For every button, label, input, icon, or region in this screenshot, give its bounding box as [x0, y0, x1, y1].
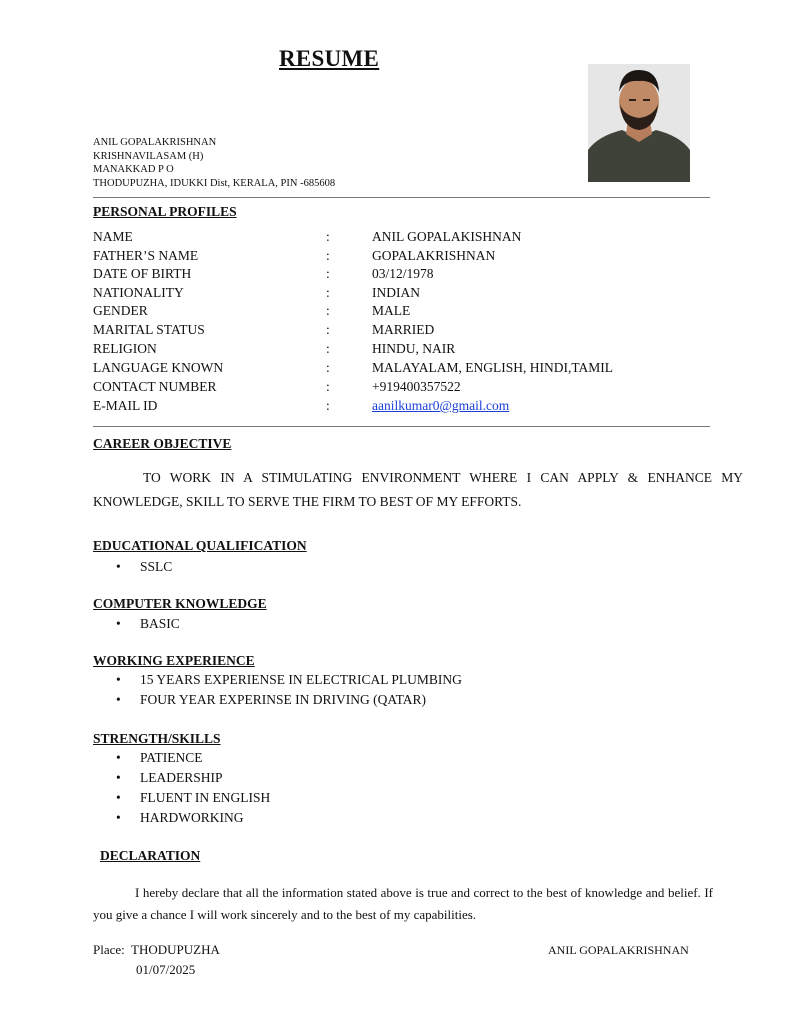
- education-heading: EDUCATIONAL QUALIFICATION: [93, 538, 307, 553]
- row-colon: :: [326, 379, 330, 394]
- list-item: • BASIC: [116, 614, 180, 634]
- row-colon: :: [326, 398, 330, 413]
- row-label: GENDER: [93, 303, 148, 318]
- personal-row-nationality: [93, 285, 713, 304]
- career-text: TO WORK IN A STIMULATING ENVIRONMENT WHERE I CAN APPLY & ENHANCE MY KNOWLEDGE, SKILL TO SERVE THE FIRM TO BEST OF MY EFFORTS.: [93, 470, 743, 509]
- row-colon: :: [326, 322, 330, 337]
- list-item: • SSLC: [116, 557, 172, 577]
- personal-row-gender: [93, 303, 713, 322]
- row-value: MALAYALAM, ENGLISH, HINDI,TAMIL: [372, 360, 614, 375]
- list-item: • HARDWORKING: [116, 808, 270, 828]
- row-label: RELIGION: [93, 341, 157, 356]
- address-post: MANAKKAD P O: [93, 164, 174, 176]
- row-colon: :: [326, 248, 330, 263]
- personal-row-languages: [93, 360, 713, 379]
- place-value: THODUPUZHA: [131, 942, 220, 957]
- address-city: THODUPUZHA, IDUKKI Dist, KERALA, PIN -685608: [93, 177, 336, 189]
- declaration-heading: DECLARATION: [100, 848, 201, 863]
- personal-heading: PERSONAL PROFILES: [93, 204, 237, 219]
- personal-row-marital: [93, 322, 713, 341]
- list-item: • FLUENT IN ENGLISH: [116, 788, 270, 808]
- experience-heading: WORKING EXPERIENCE: [93, 653, 255, 668]
- row-label: DATE OF BIRTH: [93, 266, 192, 281]
- personal-row-contact: [93, 379, 713, 398]
- list-item: • LEADERSHIP: [116, 768, 270, 788]
- row-label: CONTACT NUMBER: [93, 379, 217, 394]
- computer-list: [116, 614, 180, 634]
- address-block: [93, 136, 335, 190]
- list-item: • PATIENCE: [116, 748, 270, 768]
- row-colon: :: [326, 303, 330, 318]
- row-label: NATIONALITY: [93, 285, 184, 300]
- date-value: 01/07/2025: [136, 962, 196, 977]
- row-colon: :: [326, 360, 330, 375]
- personal-row-father: [93, 248, 713, 267]
- row-value: GOPALAKRISHNAN: [372, 248, 496, 263]
- personal-row-religion: [93, 341, 713, 360]
- career-heading: CAREER OBJECTIVE: [93, 436, 232, 451]
- place-label: Place:: [93, 942, 125, 957]
- row-value: 03/12/1978: [372, 266, 434, 281]
- skills-heading: STRENGTH/SKILLS: [93, 731, 221, 746]
- place-line: [93, 942, 220, 958]
- row-value: ANIL GOPALAKISHNAN: [372, 229, 522, 244]
- personal-row-email: [93, 398, 713, 417]
- profile-photo-image: [588, 64, 690, 182]
- personal-row-dob: [93, 266, 713, 285]
- signature-name: ANIL GOPALAKRISHNAN: [548, 943, 689, 957]
- profile-photo: [588, 64, 690, 182]
- row-label: E-MAIL ID: [93, 398, 158, 413]
- declaration-text: I hereby declare that all the information stated above is true and correct to the best of knowledge and belief. If you give a chance I will work sincerely and to the best of my capabilities.: [93, 885, 713, 922]
- personal-row-name: [93, 229, 713, 248]
- email-link[interactable]: aanilkumar0@gmail.com: [372, 398, 510, 413]
- resume-title: RESUME: [279, 46, 380, 71]
- divider-mid: [93, 426, 710, 427]
- list-item: • 15 YEARS EXPERIENSE IN ELECTRICAL PLUMBING: [116, 670, 462, 690]
- list-item: • FOUR YEAR EXPERINSE IN DRIVING (QATAR): [116, 690, 462, 710]
- row-value: INDIAN: [372, 285, 420, 300]
- row-value: MARRIED: [372, 322, 435, 337]
- row-label: FATHER’S NAME: [93, 248, 199, 263]
- row-colon: :: [326, 229, 330, 244]
- computer-heading: COMPUTER KNOWLEDGE: [93, 596, 267, 611]
- row-label: MARITAL STATUS: [93, 322, 205, 337]
- address-house: KRISHNAVILASAM (H): [93, 150, 204, 162]
- experience-list: [116, 670, 462, 710]
- divider-top: [93, 197, 710, 198]
- row-label: NAME: [93, 229, 133, 244]
- row-colon: :: [326, 266, 330, 281]
- row-value: +919400357522: [372, 379, 461, 394]
- row-label: LANGUAGE KNOWN: [93, 360, 224, 375]
- address-name: ANIL GOPALAKRISHNAN: [93, 137, 217, 148]
- row-value: MALE: [372, 303, 411, 318]
- education-list: [116, 557, 172, 577]
- row-colon: :: [326, 285, 330, 300]
- row-colon: :: [326, 341, 330, 356]
- skills-list: [116, 748, 270, 828]
- row-value: HINDU, NAIR: [372, 341, 456, 356]
